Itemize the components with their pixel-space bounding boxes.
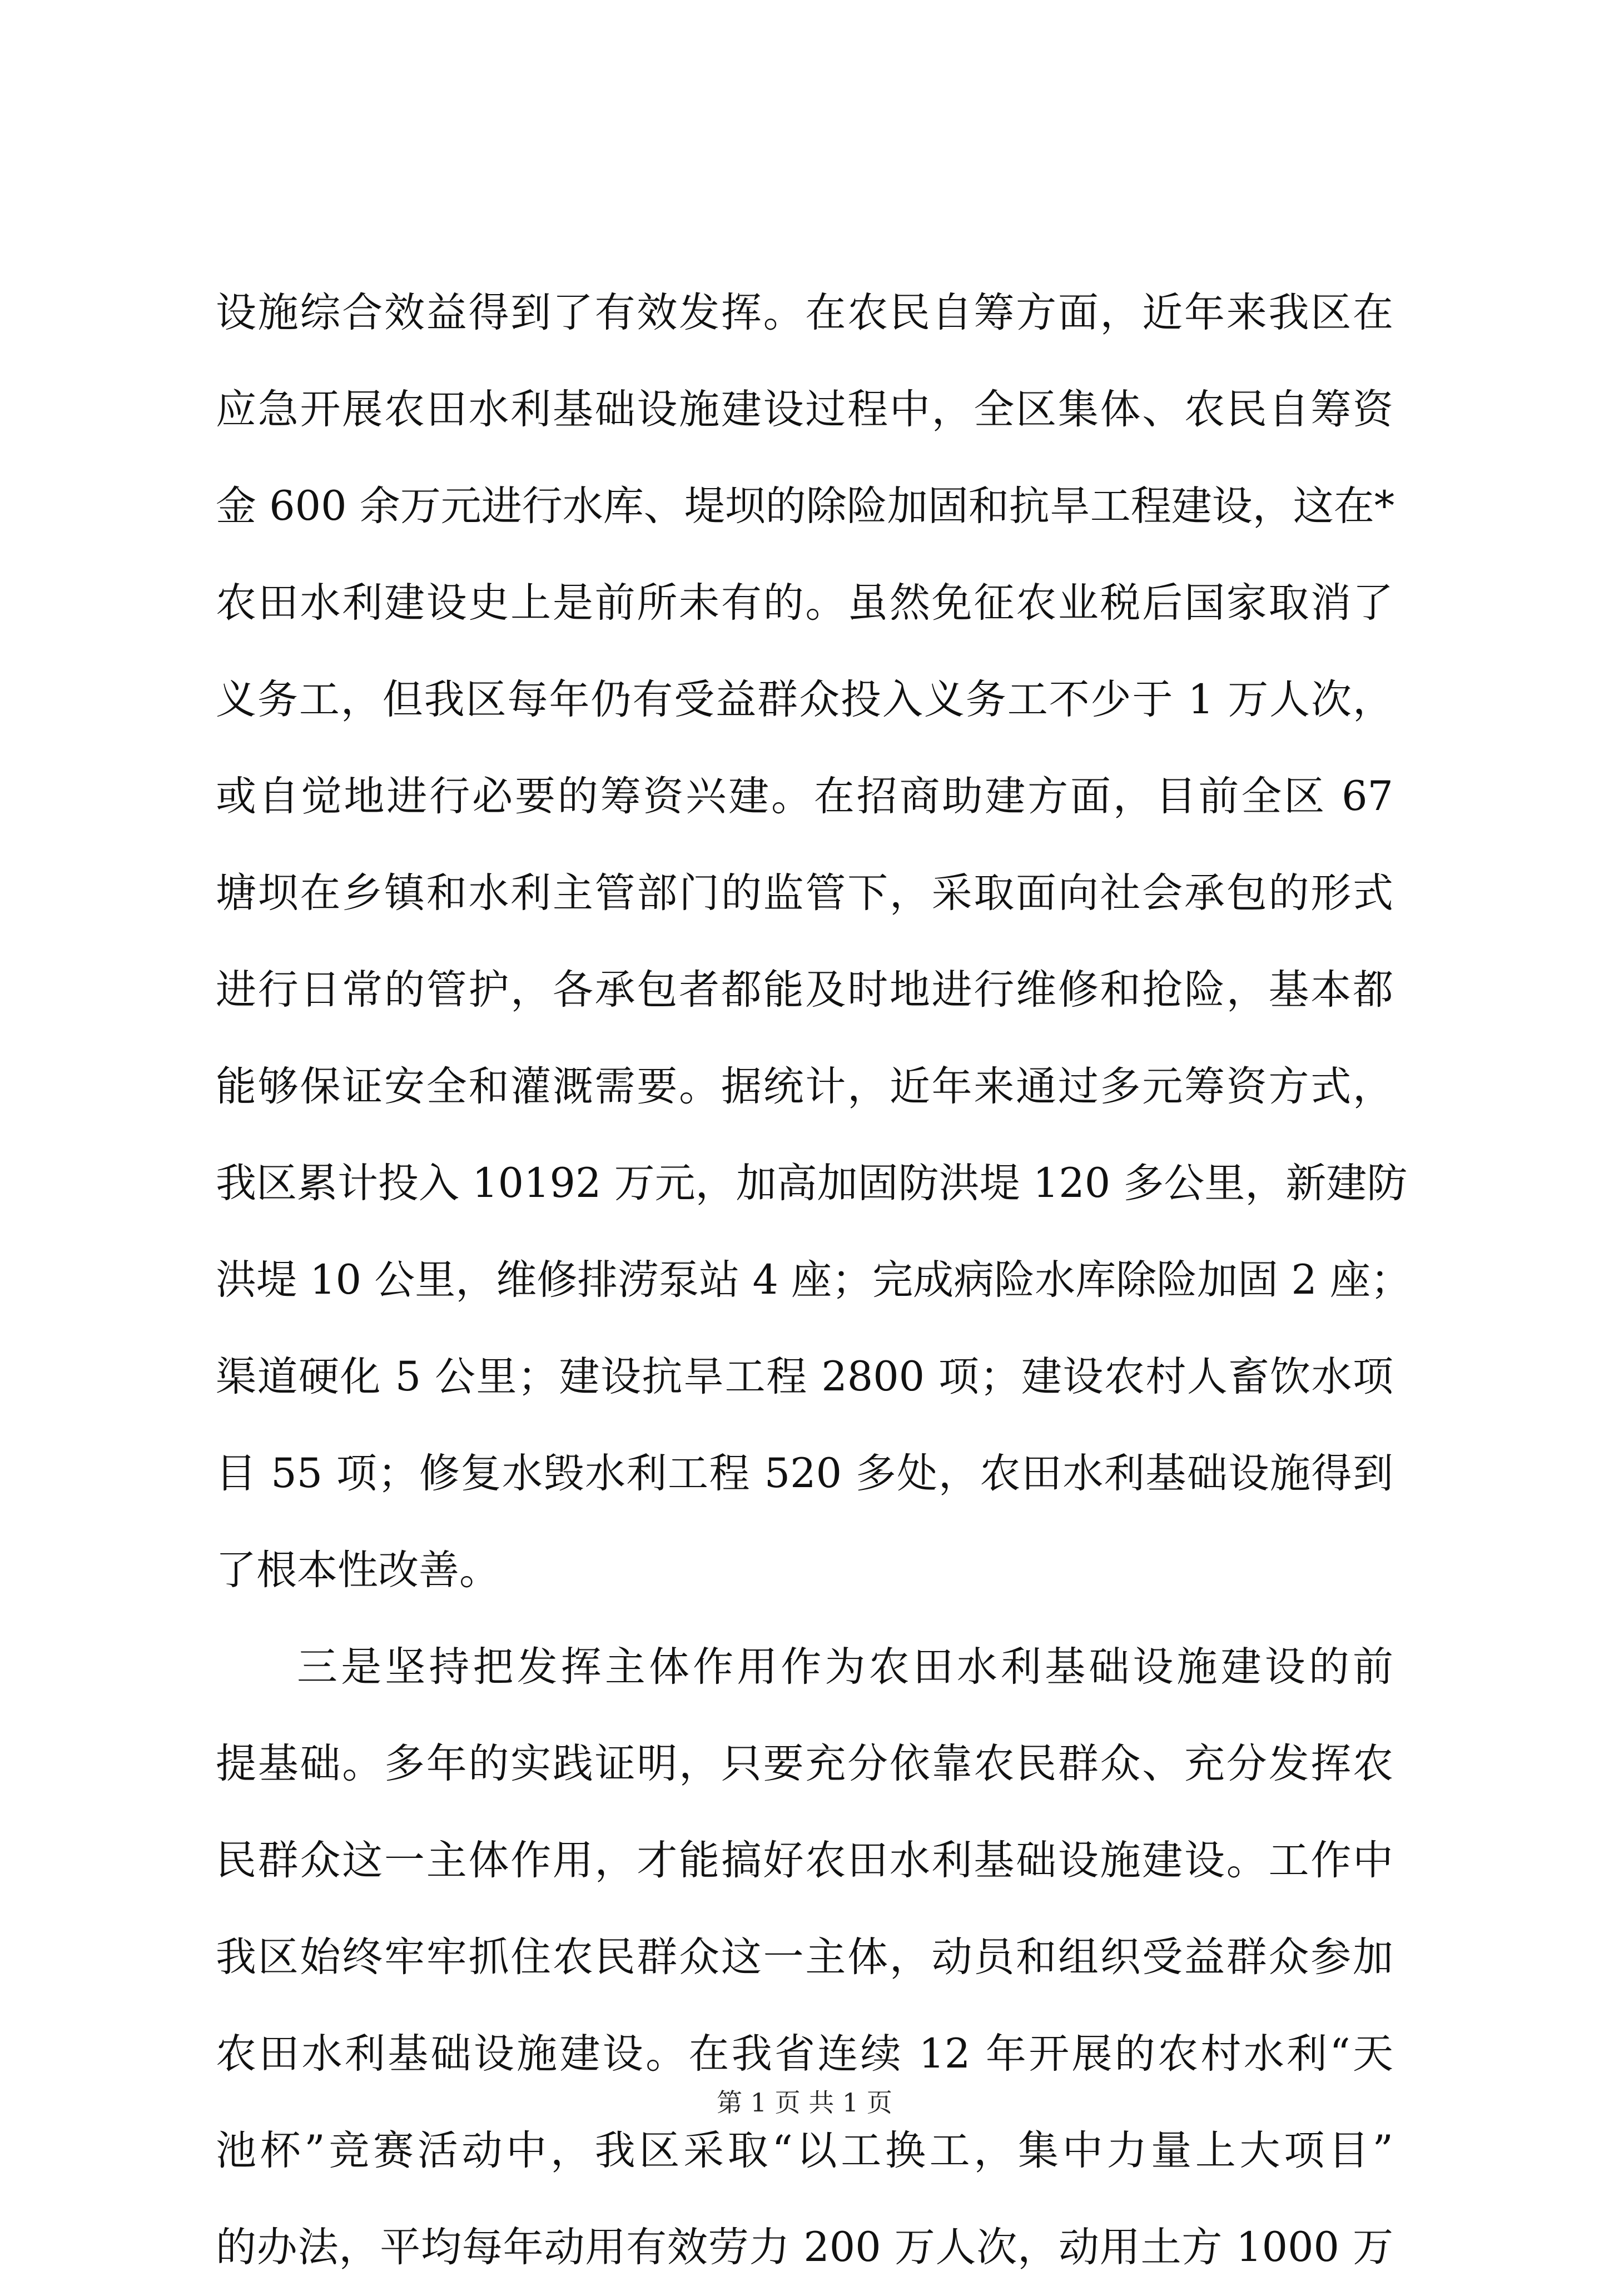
text-line: 洪堤 10 公里，维修排涝泵站 4 座；完成病险水库除险加固 2 座； [216, 1256, 1412, 1304]
text-line: 三是坚持把发挥主体作用作为农田水利基础设施建设的前 [297, 1643, 1393, 1691]
text-line: 应急开展农田水利基础设施建设过程中，全区集体、农民自筹资 [216, 386, 1393, 433]
text-line: 我区始终牢牢抓住农民群众这一主体，动员和组织受益群众参加 [216, 1934, 1393, 1981]
text-line: 金 600 余万元进行水库、堤坝的除险加固和抗旱工程建设，这在* [216, 483, 1395, 530]
text-line: 池杯”竞赛活动中，我区采取“以工换工，集中力量上大项目” [216, 2127, 1393, 2174]
text-line: 农田水利建设史上是前所未有的。虽然免征农业税后国家取消了 [216, 579, 1393, 627]
document-body [216, 265, 1412, 2296]
text-line: 目 55 项；修复水毁水利工程 520 多处，农田水利基础设施得到 [216, 1450, 1393, 1497]
text-line: 民群众这一主体作用，才能搞好农田水利基础设施建设。工作中 [216, 1837, 1393, 1884]
text-line: 我区累计投入 10192 万元，加高加固防洪堤 120 多公里，新建防 [216, 1160, 1408, 1207]
text-line: 渠道硬化 5 公里；建设抗旱工程 2800 项；建设农村人畜饮水项 [216, 1353, 1393, 1400]
text-line: 能够保证安全和灌溉需要。据统计，近年来通过多元筹资方式， [216, 1063, 1393, 1110]
text-line: 设施综合效益得到了有效发挥。在农民自筹方面，近年来我区在 [216, 289, 1393, 336]
text-line: 塘坝在乡镇和水利主管部门的监管下，采取面向社会承包的形式 [216, 869, 1393, 917]
text-line: 或自觉地进行必要的筹资兴建。在招商助建方面，目前全区 67 [216, 773, 1393, 820]
page-number-footer: 第 1 页 共 1 页 [717, 2088, 892, 2118]
text-line: 义务工，但我区每年仍有受益群众投入义务工不少于 1 万人次， [216, 676, 1393, 723]
paragraph-2 [216, 1619, 1393, 2296]
paragraph-1 [216, 265, 1412, 1619]
text-line: 提基础。多年的实践证明，只要充分依靠农民群众、充分发挥农 [216, 1740, 1393, 1787]
text-line: 进行日常的管护，各承包者都能及时地进行维修和抢险，基本都 [216, 966, 1393, 1013]
text-line: 农田水利基础设施建设。在我省连续 12 年开展的农村水利“天 [216, 2030, 1393, 2078]
text-line: 的办法，平均每年动用有效劳力 200 万人次，动用土方 1000 万 [216, 2224, 1393, 2271]
text-line: 了根本性改善。 [216, 1547, 500, 1594]
